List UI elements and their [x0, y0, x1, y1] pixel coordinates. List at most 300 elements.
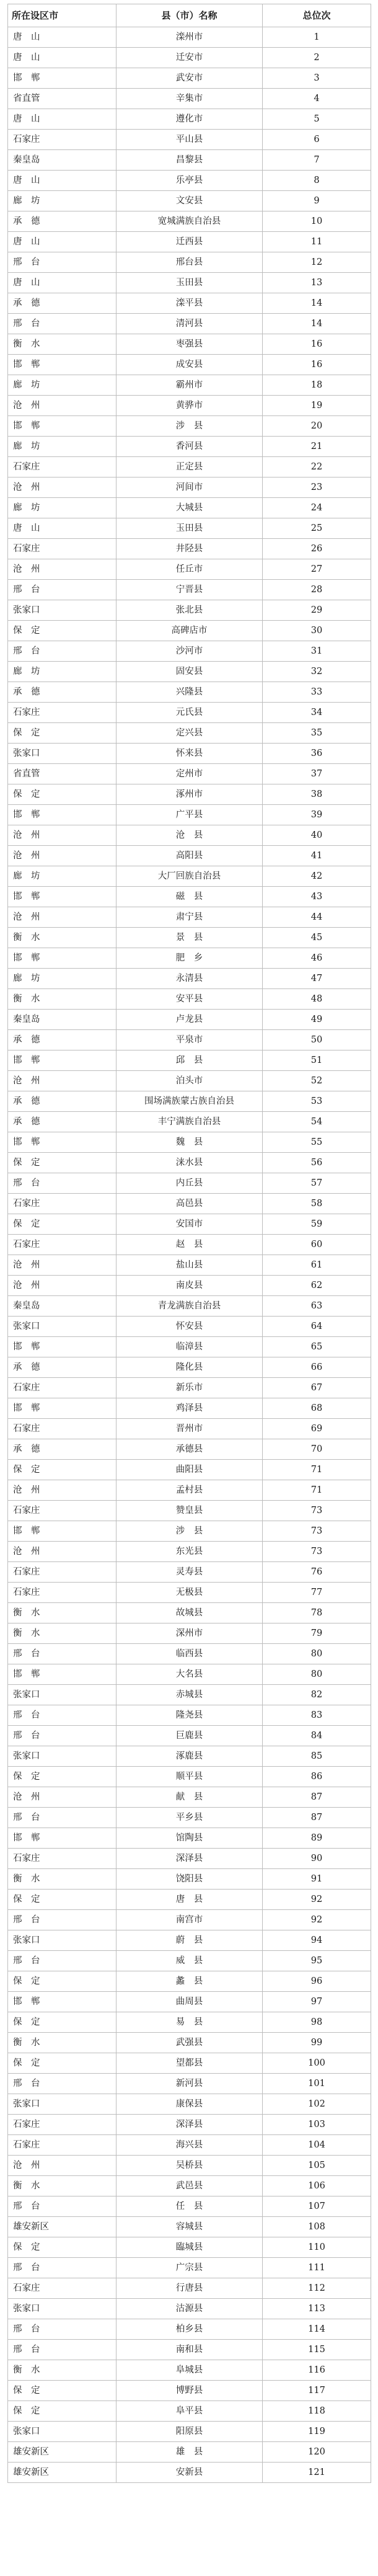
cell-city: 石家庄	[8, 2278, 116, 2299]
cell-county: 宽城满族自治县	[116, 211, 263, 232]
table-row	[8, 1010, 371, 1030]
cell-county: 行唐县	[116, 2278, 263, 2299]
table-row	[8, 130, 371, 150]
header-city: 所在设区市	[8, 4, 116, 27]
cell-county: 邱 县	[116, 1050, 263, 1071]
table-row	[8, 887, 371, 907]
cell-county: 阜城县	[116, 2360, 263, 2381]
cell-city: 廊 坊	[8, 375, 116, 396]
cell-rank: 119	[263, 2422, 371, 2442]
cell-rank: 37	[263, 764, 371, 784]
cell-county: 康保县	[116, 2094, 263, 2115]
header-county: 县（市）名称	[116, 4, 263, 27]
cell-county: 任丘市	[116, 559, 263, 580]
cell-county: 蔚 县	[116, 1930, 263, 1951]
cell-city: 衡 水	[8, 2360, 116, 2381]
cell-city: 沧 州	[8, 1480, 116, 1501]
cell-rank: 76	[263, 1562, 371, 1583]
cell-rank: 94	[263, 1930, 371, 1951]
cell-county: 晋州市	[116, 1419, 263, 1439]
cell-rank: 92	[263, 1910, 371, 1930]
cell-city: 沧 州	[8, 846, 116, 866]
cell-rank: 90	[263, 1849, 371, 1869]
table-row	[8, 1910, 371, 1930]
cell-rank: 14	[263, 314, 371, 334]
cell-county: 武安市	[116, 68, 263, 89]
cell-city: 张家口	[8, 1930, 116, 1951]
cell-city: 邢 台	[8, 1173, 116, 1194]
table-row	[8, 2053, 371, 2074]
cell-city: 保 定	[8, 2381, 116, 2401]
cell-county: 景 县	[116, 928, 263, 948]
cell-county: 承德县	[116, 1439, 263, 1460]
cell-city: 邯 郸	[8, 1050, 116, 1071]
table-row	[8, 1419, 371, 1439]
table-row	[8, 1685, 371, 1705]
table-row	[8, 805, 371, 825]
table-row	[8, 232, 371, 252]
table-row	[8, 171, 371, 191]
cell-rank: 36	[263, 744, 371, 764]
cell-county: 赤城县	[116, 1685, 263, 1705]
table-row	[8, 1787, 371, 1808]
cell-city: 承 德	[8, 1357, 116, 1378]
cell-rank: 43	[263, 887, 371, 907]
cell-city: 秦皇岛	[8, 1296, 116, 1317]
cell-county: 肥 乡	[116, 948, 263, 969]
cell-city: 邯 郸	[8, 1337, 116, 1357]
cell-county: 兴隆县	[116, 682, 263, 703]
table-header	[8, 4, 371, 27]
cell-county: 深泽县	[116, 1849, 263, 1869]
table-row	[8, 518, 371, 539]
cell-rank: 80	[263, 1644, 371, 1664]
cell-rank: 28	[263, 580, 371, 600]
cell-rank: 24	[263, 498, 371, 518]
table-row	[8, 375, 371, 396]
cell-rank: 97	[263, 1992, 371, 2012]
cell-rank: 78	[263, 1603, 371, 1623]
cell-city: 衡 水	[8, 928, 116, 948]
cell-county: 曲阳县	[116, 1460, 263, 1480]
cell-county: 邢台县	[116, 252, 263, 273]
cell-rank: 71	[263, 1480, 371, 1501]
cell-city: 石家庄	[8, 1419, 116, 1439]
cell-county: 平泉市	[116, 1030, 263, 1050]
cell-city: 邢 台	[8, 2340, 116, 2360]
cell-county: 武强县	[116, 2033, 263, 2053]
cell-county: 怀安县	[116, 1317, 263, 1337]
cell-city: 承 德	[8, 211, 116, 232]
cell-county: 清河县	[116, 314, 263, 334]
cell-county: 定兴县	[116, 723, 263, 744]
cell-rank: 21	[263, 437, 371, 457]
cell-rank: 64	[263, 1317, 371, 1337]
cell-county: 涞水县	[116, 1153, 263, 1173]
cell-rank: 16	[263, 334, 371, 355]
table-row	[8, 1808, 371, 1828]
table-row	[8, 2176, 371, 2196]
cell-rank: 9	[263, 191, 371, 211]
cell-rank: 82	[263, 1685, 371, 1705]
cell-city: 廊 坊	[8, 969, 116, 989]
cell-county: 滦州市	[116, 27, 263, 48]
table-row	[8, 2094, 371, 2115]
cell-city: 保 定	[8, 1460, 116, 1480]
cell-city: 沧 州	[8, 1542, 116, 1562]
cell-city: 衡 水	[8, 334, 116, 355]
cell-rank: 33	[263, 682, 371, 703]
table-row	[8, 1767, 371, 1787]
cell-rank: 48	[263, 989, 371, 1010]
cell-county: 阳原县	[116, 2422, 263, 2442]
cell-county: 怀来县	[116, 744, 263, 764]
cell-city: 石家庄	[8, 2135, 116, 2156]
table-row	[8, 641, 371, 662]
cell-rank: 84	[263, 1726, 371, 1746]
cell-city: 衡 水	[8, 2033, 116, 2053]
cell-rank: 42	[263, 866, 371, 887]
table-row	[8, 2012, 371, 2033]
cell-city: 邢 台	[8, 641, 116, 662]
table-row	[8, 1173, 371, 1194]
cell-county: 臨城县	[116, 2237, 263, 2258]
cell-county: 隆化县	[116, 1357, 263, 1378]
cell-rank: 22	[263, 457, 371, 477]
cell-rank: 45	[263, 928, 371, 948]
table-row	[8, 662, 371, 682]
table-row	[8, 580, 371, 600]
cell-city: 保 定	[8, 784, 116, 805]
cell-rank: 102	[263, 2094, 371, 2115]
table-row	[8, 2278, 371, 2299]
cell-city: 廊 坊	[8, 191, 116, 211]
cell-county: 迁西县	[116, 232, 263, 252]
header-row	[8, 4, 371, 27]
cell-rank: 105	[263, 2156, 371, 2176]
cell-city: 沧 州	[8, 825, 116, 846]
cell-county: 广宗县	[116, 2258, 263, 2278]
table-row	[8, 2237, 371, 2258]
cell-city: 雄安新区	[8, 2217, 116, 2237]
cell-city: 雄安新区	[8, 2442, 116, 2463]
table-row	[8, 1132, 371, 1153]
cell-city: 沧 州	[8, 1255, 116, 1276]
cell-rank: 12	[263, 252, 371, 273]
cell-county: 望都县	[116, 2053, 263, 2074]
cell-county: 海兴县	[116, 2135, 263, 2156]
table-row	[8, 457, 371, 477]
cell-city: 石家庄	[8, 457, 116, 477]
cell-county: 卢龙县	[116, 1010, 263, 1030]
table-row	[8, 1644, 371, 1664]
table-row	[8, 1357, 371, 1378]
cell-city: 邯 郸	[8, 948, 116, 969]
cell-city: 石家庄	[8, 703, 116, 723]
table-row	[8, 682, 371, 703]
table-row	[8, 1930, 371, 1951]
table-row	[8, 1623, 371, 1644]
cell-rank: 31	[263, 641, 371, 662]
ranking-table-container	[7, 4, 371, 2483]
cell-rank: 69	[263, 1419, 371, 1439]
cell-rank: 40	[263, 825, 371, 846]
table-row	[8, 396, 371, 416]
cell-county: 涿州市	[116, 784, 263, 805]
cell-county: 无极县	[116, 1583, 263, 1603]
cell-county: 南宫市	[116, 1910, 263, 1930]
table-row	[8, 1317, 371, 1337]
table-row	[8, 2360, 371, 2381]
cell-city: 张家口	[8, 600, 116, 621]
cell-rank: 99	[263, 2033, 371, 2053]
cell-city: 保 定	[8, 2401, 116, 2422]
cell-county: 大厂回族自治县	[116, 866, 263, 887]
cell-county: 围场满族蒙古族自治县	[116, 1091, 263, 1112]
cell-city: 张家口	[8, 2422, 116, 2442]
cell-city: 石家庄	[8, 1378, 116, 1398]
cell-rank: 59	[263, 1214, 371, 1235]
cell-county: 临漳县	[116, 1337, 263, 1357]
table-row	[8, 1542, 371, 1562]
table-row	[8, 498, 371, 518]
cell-rank: 2	[263, 48, 371, 68]
cell-city: 衡 水	[8, 989, 116, 1010]
cell-rank: 57	[263, 1173, 371, 1194]
cell-county: 内丘县	[116, 1173, 263, 1194]
table-row	[8, 1746, 371, 1767]
table-row	[8, 1296, 371, 1317]
table-row	[8, 1869, 371, 1890]
table-row	[8, 2381, 371, 2401]
cell-county: 正定县	[116, 457, 263, 477]
cell-county: 玉田县	[116, 518, 263, 539]
cell-city: 唐 山	[8, 273, 116, 293]
cell-county: 大名县	[116, 1664, 263, 1685]
table-row	[8, 1460, 371, 1480]
table-row	[8, 355, 371, 375]
cell-city: 秦皇岛	[8, 150, 116, 171]
cell-rank: 67	[263, 1378, 371, 1398]
cell-county: 南皮县	[116, 1276, 263, 1296]
cell-rank: 7	[263, 150, 371, 171]
table-row	[8, 1849, 371, 1869]
cell-city: 衡 水	[8, 2176, 116, 2196]
cell-county: 献 县	[116, 1787, 263, 1808]
table-row	[8, 1521, 371, 1542]
table-row	[8, 89, 371, 109]
cell-county: 大城县	[116, 498, 263, 518]
cell-city: 保 定	[8, 1971, 116, 1992]
cell-rank: 1	[263, 27, 371, 48]
cell-city: 唐 山	[8, 171, 116, 191]
table-row	[8, 2074, 371, 2094]
cell-county: 定州市	[116, 764, 263, 784]
cell-city: 邯 郸	[8, 887, 116, 907]
cell-city: 邢 台	[8, 2258, 116, 2278]
cell-rank: 116	[263, 2360, 371, 2381]
cell-city: 保 定	[8, 1153, 116, 1173]
table-row	[8, 314, 371, 334]
cell-rank: 23	[263, 477, 371, 498]
cell-city: 石家庄	[8, 539, 116, 559]
cell-county: 玉田县	[116, 273, 263, 293]
cell-city: 石家庄	[8, 1849, 116, 1869]
cell-rank: 96	[263, 1971, 371, 1992]
table-row	[8, 2217, 371, 2237]
cell-county: 饶阳县	[116, 1869, 263, 1890]
cell-rank: 11	[263, 232, 371, 252]
cell-city: 石家庄	[8, 1583, 116, 1603]
cell-rank: 35	[263, 723, 371, 744]
cell-city: 承 德	[8, 1091, 116, 1112]
cell-county: 固安县	[116, 662, 263, 682]
cell-county: 井陉县	[116, 539, 263, 559]
cell-county: 成安县	[116, 355, 263, 375]
cell-rank: 87	[263, 1787, 371, 1808]
cell-city: 邯 郸	[8, 416, 116, 437]
table-row	[8, 989, 371, 1010]
cell-county: 遵化市	[116, 109, 263, 130]
table-row	[8, 2258, 371, 2278]
cell-rank: 114	[263, 2319, 371, 2340]
cell-county: 新乐市	[116, 1378, 263, 1398]
cell-county: 永清县	[116, 969, 263, 989]
cell-city: 唐 山	[8, 232, 116, 252]
table-row	[8, 600, 371, 621]
table-row	[8, 559, 371, 580]
cell-county: 唐 县	[116, 1890, 263, 1910]
cell-city: 石家庄	[8, 1501, 116, 1521]
cell-city: 秦皇岛	[8, 1010, 116, 1030]
cell-rank: 5	[263, 109, 371, 130]
table-row	[8, 1378, 371, 1398]
cell-rank: 54	[263, 1112, 371, 1132]
cell-county: 涉 县	[116, 1521, 263, 1542]
cell-county: 鸡泽县	[116, 1398, 263, 1419]
cell-city: 邯 郸	[8, 68, 116, 89]
cell-county: 涿鹿县	[116, 1746, 263, 1767]
table-row	[8, 1050, 371, 1071]
table-row	[8, 252, 371, 273]
cell-county: 故城县	[116, 1603, 263, 1623]
cell-rank: 66	[263, 1357, 371, 1378]
cell-city: 石家庄	[8, 1194, 116, 1214]
cell-county: 高碑店市	[116, 621, 263, 641]
cell-city: 邢 台	[8, 2319, 116, 2340]
cell-rank: 87	[263, 1808, 371, 1828]
cell-city: 廊 坊	[8, 662, 116, 682]
cell-rank: 60	[263, 1235, 371, 1255]
table-row	[8, 744, 371, 764]
cell-county: 广平县	[116, 805, 263, 825]
cell-city: 衡 水	[8, 1869, 116, 1890]
cell-city: 承 德	[8, 293, 116, 314]
cell-city: 邯 郸	[8, 805, 116, 825]
table-row	[8, 825, 371, 846]
table-row	[8, 866, 371, 887]
table-row	[8, 1603, 371, 1623]
cell-rank: 8	[263, 171, 371, 191]
cell-county: 元氏县	[116, 703, 263, 723]
cell-rank: 118	[263, 2401, 371, 2422]
cell-city: 石家庄	[8, 130, 116, 150]
table-row	[8, 2299, 371, 2319]
cell-city: 石家庄	[8, 1562, 116, 1583]
table-row	[8, 109, 371, 130]
cell-city: 邯 郸	[8, 355, 116, 375]
cell-county: 赞皇县	[116, 1501, 263, 1521]
cell-county: 武邑县	[116, 2176, 263, 2196]
table-row	[8, 1664, 371, 1685]
cell-rank: 103	[263, 2115, 371, 2135]
cell-city: 石家庄	[8, 2115, 116, 2135]
cell-rank: 10	[263, 211, 371, 232]
cell-county: 高邑县	[116, 1194, 263, 1214]
cell-county: 宁晋县	[116, 580, 263, 600]
table-row	[8, 2401, 371, 2422]
cell-county: 安国市	[116, 1214, 263, 1235]
cell-rank: 77	[263, 1583, 371, 1603]
cell-county: 赵 县	[116, 1235, 263, 1255]
cell-county: 深泽县	[116, 2115, 263, 2135]
table-row	[8, 723, 371, 744]
cell-rank: 83	[263, 1705, 371, 1726]
cell-city: 承 德	[8, 1030, 116, 1050]
cell-rank: 68	[263, 1398, 371, 1419]
table-row	[8, 2196, 371, 2217]
cell-county: 任 县	[116, 2196, 263, 2217]
cell-county: 巨鹿县	[116, 1726, 263, 1746]
table-row	[8, 1091, 371, 1112]
table-row	[8, 1890, 371, 1910]
cell-city: 保 定	[8, 1767, 116, 1787]
cell-city: 保 定	[8, 1890, 116, 1910]
cell-rank: 92	[263, 1890, 371, 1910]
cell-city: 邯 郸	[8, 1398, 116, 1419]
cell-city: 邢 台	[8, 2074, 116, 2094]
table-row	[8, 273, 371, 293]
cell-city: 张家口	[8, 744, 116, 764]
cell-county: 青龙满族自治县	[116, 1296, 263, 1317]
cell-rank: 115	[263, 2340, 371, 2360]
cell-city: 廊 坊	[8, 498, 116, 518]
cell-county: 泊头市	[116, 1071, 263, 1091]
table-row	[8, 27, 371, 48]
cell-city: 廊 坊	[8, 437, 116, 457]
table-row	[8, 2442, 371, 2463]
cell-city: 唐 山	[8, 48, 116, 68]
cell-rank: 47	[263, 969, 371, 989]
cell-rank: 53	[263, 1091, 371, 1112]
table-row	[8, 928, 371, 948]
cell-city: 张家口	[8, 2094, 116, 2115]
cell-rank: 98	[263, 2012, 371, 2033]
table-row	[8, 703, 371, 723]
cell-county: 肃宁县	[116, 907, 263, 928]
cell-city: 邯 郸	[8, 1521, 116, 1542]
table-row	[8, 2135, 371, 2156]
table-row	[8, 1398, 371, 1419]
cell-county: 易 县	[116, 2012, 263, 2033]
cell-county: 文安县	[116, 191, 263, 211]
cell-county: 容城县	[116, 2217, 263, 2237]
table-row	[8, 1705, 371, 1726]
cell-county: 新河县	[116, 2074, 263, 2094]
cell-rank: 121	[263, 2463, 371, 2483]
table-row	[8, 2463, 371, 2483]
cell-county: 东光县	[116, 1542, 263, 1562]
